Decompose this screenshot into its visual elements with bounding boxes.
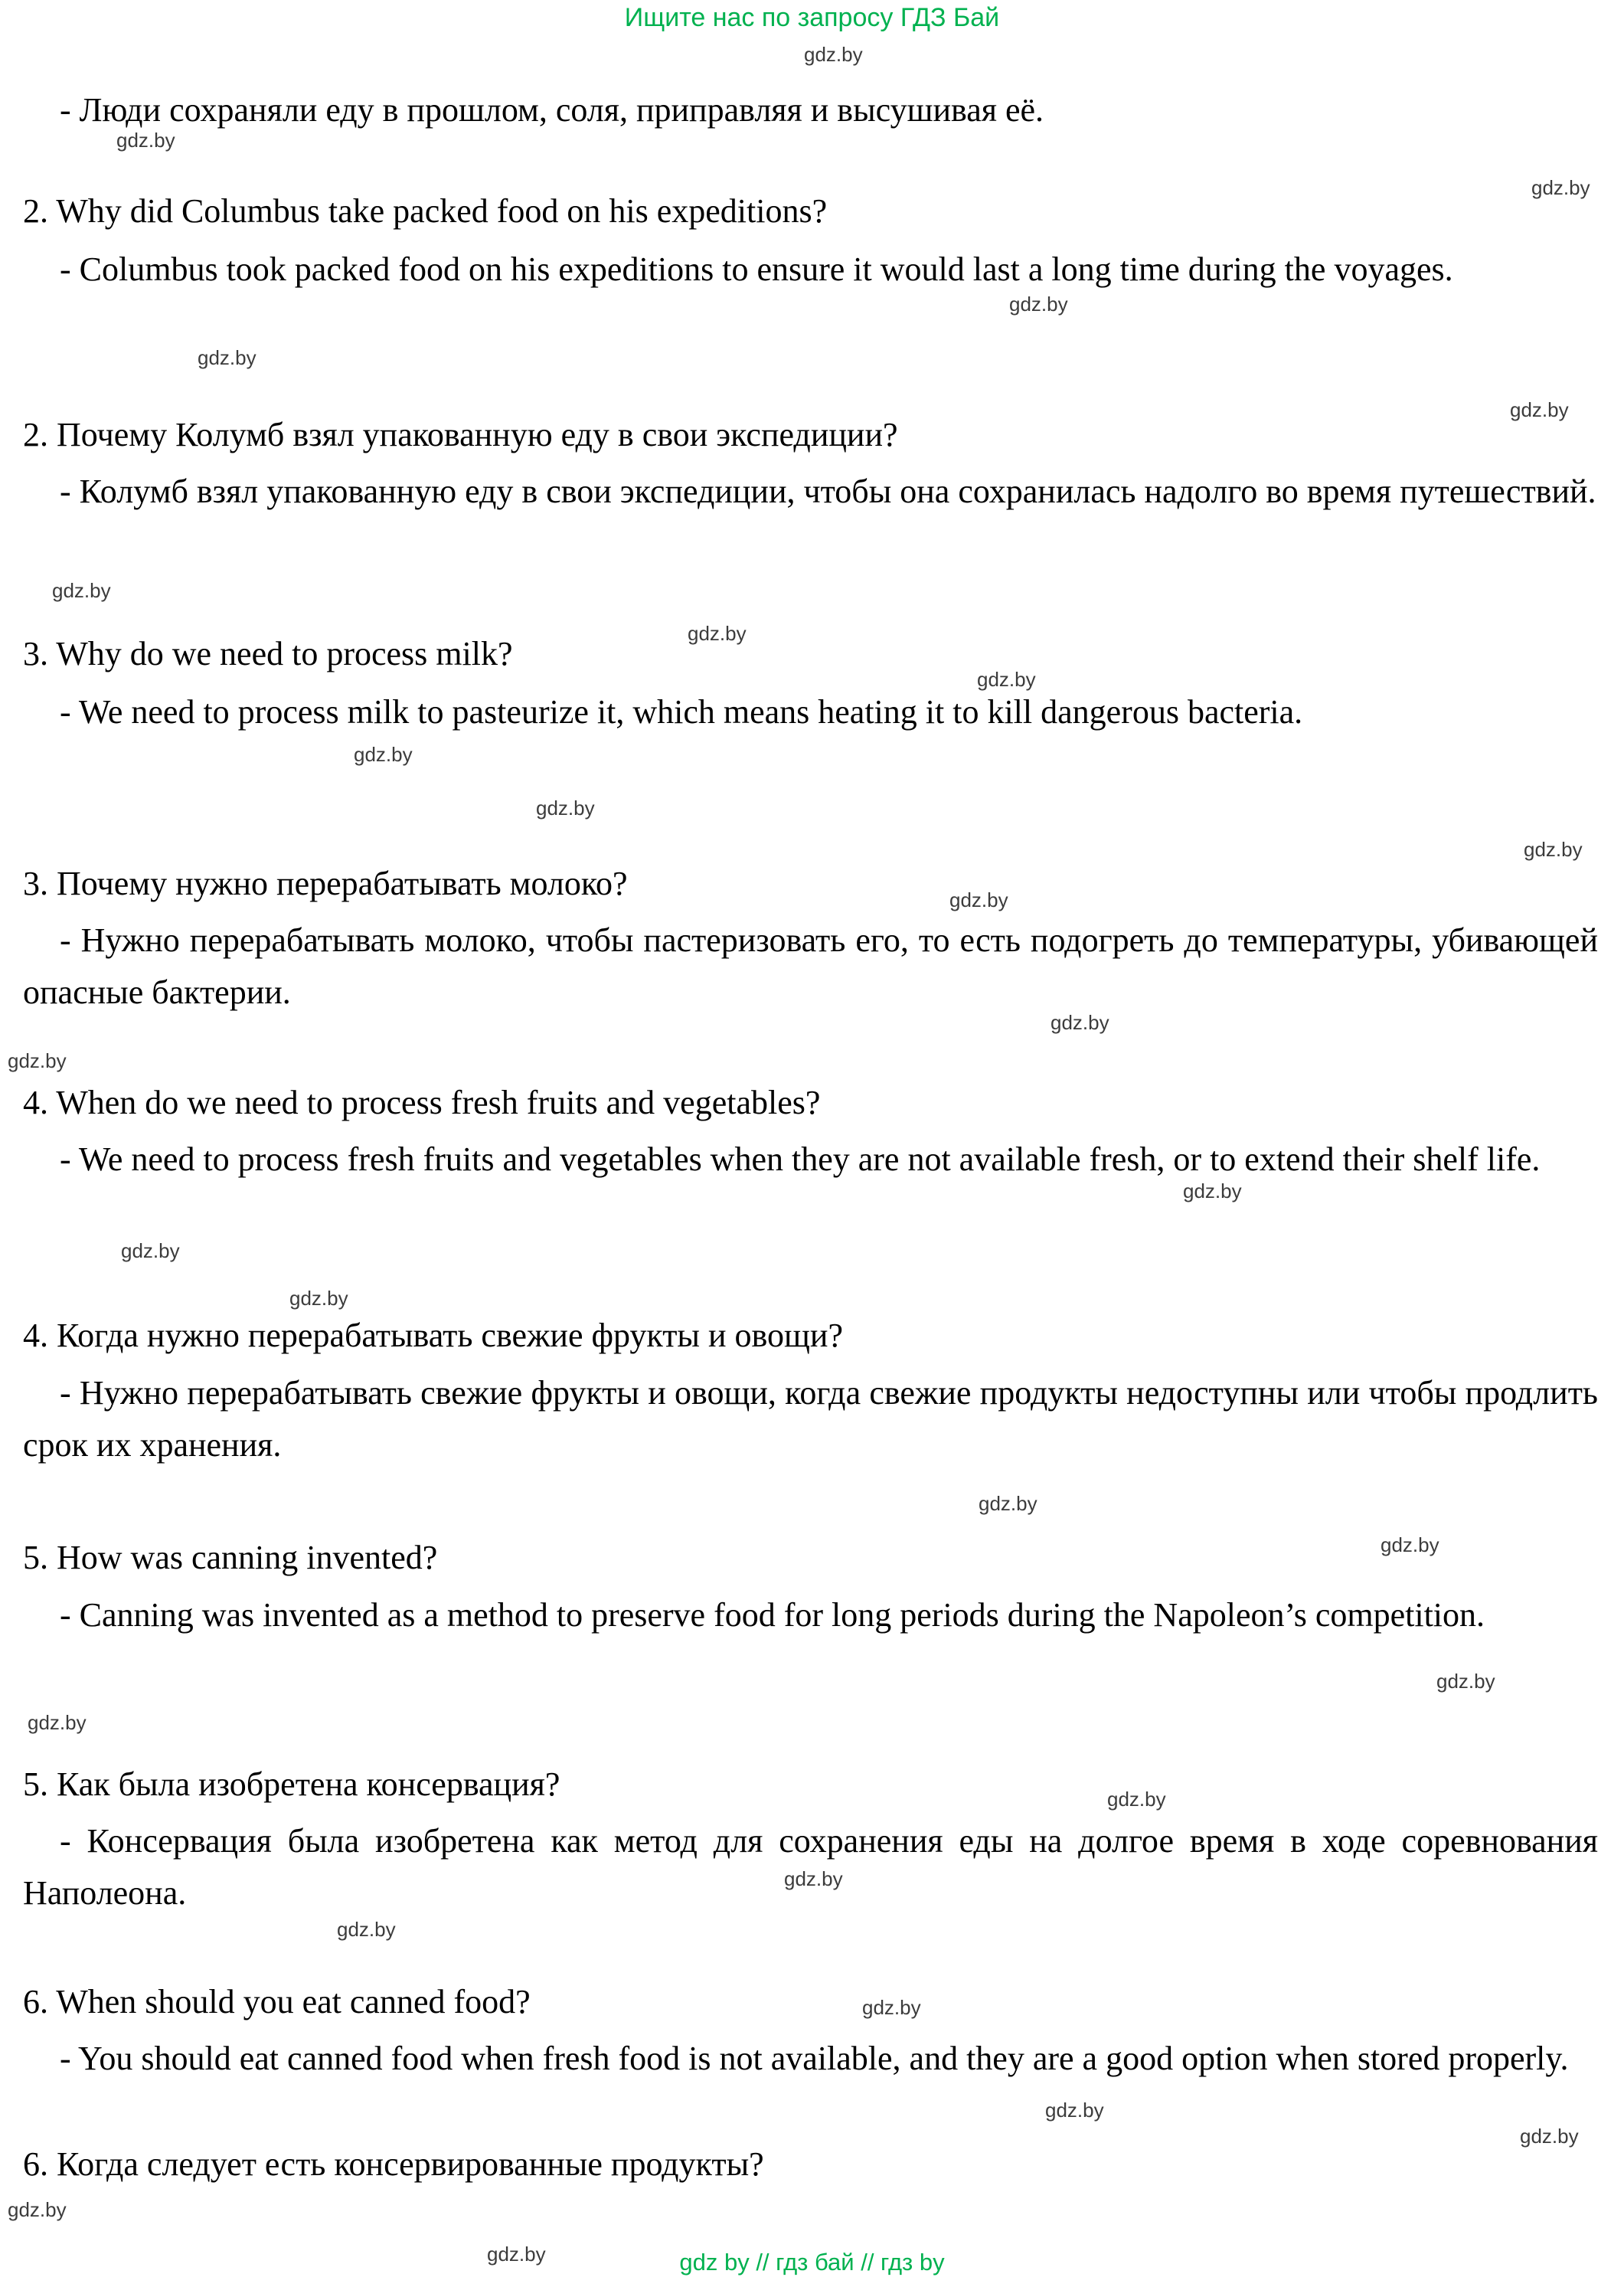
question-4-ru: 4. Когда нужно перерабатывать свежие фрукты и овощи? (23, 1317, 843, 1354)
question-6-en: 6. When should you eat canned food? (23, 1983, 531, 2020)
gdz-watermark: gdz.by (977, 668, 1036, 691)
gdz-watermark: gdz.by (8, 1049, 67, 1072)
question-5-ru: 5. Как была изобретена консервация? (23, 1765, 560, 1803)
gdz-watermark: gdz.by (979, 1492, 1037, 1515)
gdz-watermark: gdz.by (198, 346, 257, 369)
gdz-watermark: gdz.by (688, 622, 747, 645)
gdz-watermark: gdz.by (1045, 2099, 1104, 2122)
answer-6-en: - You should eat canned food when fresh food is not available, and they are a good option when stored properly. (60, 2040, 1569, 2077)
gdz-watermark: gdz.by (116, 129, 175, 152)
gdz-watermark: gdz.by (1183, 1179, 1242, 1202)
gdz-watermark: gdz.by (784, 1867, 843, 1890)
gdz-watermark: gdz.by (1051, 1011, 1109, 1034)
gdz-watermark: gdz.by (804, 43, 863, 66)
gdz-watermark: gdz.by (52, 579, 111, 602)
answer-2-en: - Columbus took packed food on his expeditions to ensure it would last a long time during the voyages. (60, 250, 1453, 288)
question-5-en: 5. How was canning invented? (23, 1539, 438, 1576)
gdz-watermark: gdz.by (121, 1239, 180, 1262)
gdz-watermark: gdz.by (949, 888, 1008, 911)
gdz-watermark: gdz.by (1520, 2125, 1579, 2148)
gdz-watermark: gdz.by (1381, 1533, 1439, 1556)
gdz-watermark: gdz.by (1107, 1788, 1166, 1811)
gdz-watermark: gdz.by (1524, 838, 1583, 861)
gdz-watermark: gdz.by (1510, 398, 1569, 421)
question-4-en: 4. When do we need to process fresh fruits and vegetables? (23, 1084, 821, 1121)
gdz-watermark: gdz.by (289, 1287, 348, 1310)
answer-3-en: - We need to process milk to pasteurize it, which means heating it to kill dangerous bacteria. (60, 693, 1303, 731)
header-promo-text: Ищите нас по запросу ГДЗ Бай (624, 3, 1000, 32)
gdz-watermark: gdz.by (1531, 176, 1590, 199)
answer-4-ru: - Нужно перерабатывать свежие фрукты и овощи, когда свежие продукты недоступны или чтобы продлить срок их хранения. (23, 1374, 1598, 1464)
gdz-watermark: gdz.by (1009, 293, 1068, 316)
answer-4-en: - We need to process fresh fruits and vegetables when they are not available fresh, or to extend their shelf life. (60, 1140, 1541, 1178)
gdz-watermark: gdz.by (354, 743, 413, 766)
question-3-en: 3. Why do we need to process milk? (23, 635, 513, 672)
gdz-watermark: gdz.by (862, 1996, 921, 2019)
answer-1-ru: - Люди сохраняли еду в прошлом, соля, приправляя и высушивая её. (60, 91, 1044, 129)
answer-5-ru: - Консервация была изобретена как метод для сохранения еды на долгое время в ходе соревнования Наполеона. (23, 1822, 1598, 1912)
question-6-ru: 6. Когда следует есть консервированные продукты? (23, 2145, 764, 2183)
question-2-en: 2. Why did Columbus take packed food on his expeditions? (23, 192, 828, 230)
gdz-watermark: gdz.by (8, 2198, 67, 2221)
gdz-watermark: gdz.by (536, 797, 595, 820)
gdz-watermark: gdz.by (487, 2243, 546, 2266)
answer-2-ru: - Колумб взял упакованную еду в свои экспедиции, чтобы она сохранилась надолго во время путешествий. (60, 473, 1596, 510)
answer-3-ru: - Нужно перерабатывать молоко, чтобы пастеризовать его, то есть подогреть до температуры, убивающей опасные бактерии. (23, 921, 1598, 1011)
question-2-ru: 2. Почему Колумб взял упакованную еду в свои экспедиции? (23, 416, 898, 453)
footer-promo-text: gdz by // гдз бай // гдз by (679, 2249, 945, 2276)
question-3-ru: 3. Почему нужно перерабатывать молоко? (23, 865, 628, 902)
gdz-watermark: gdz.by (28, 1711, 87, 1734)
gdz-watermark: gdz.by (1436, 1670, 1495, 1693)
answer-5-en: - Canning was invented as a method to preserve food for long periods during the Napoleon’s competition. (60, 1596, 1485, 1634)
gdz-watermark: gdz.by (337, 1918, 396, 1941)
